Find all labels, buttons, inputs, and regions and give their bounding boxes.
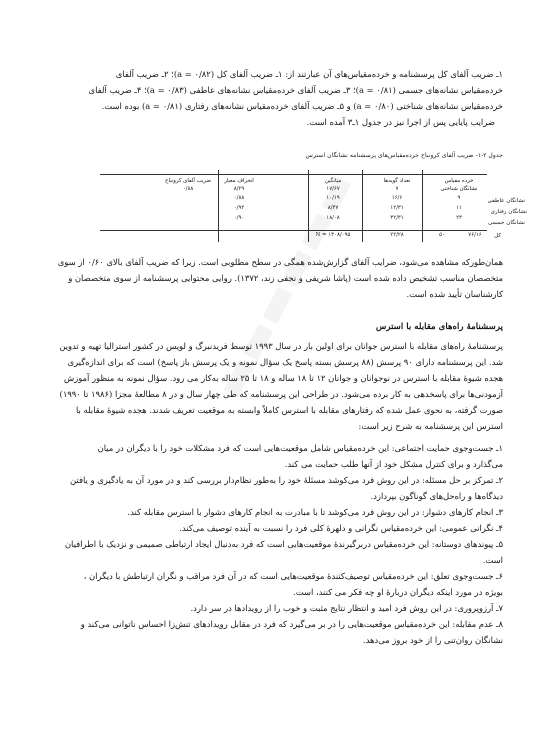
header-mean: میانگین: [324, 178, 342, 184]
paragraph-line: آزمودنی‌ها برای پاسخدهی به کار برده می‌شود. در طراحی این پرسشنامه که طی چهار سال و در ۸ مطالعهٔ مجزا (۱۹۸۶ تا ۱۹۹۰): [59, 389, 503, 399]
after-table-paragraph: [34, 254, 503, 302]
section-title: پرسشنامهٔ راه‌های مقابله با استرس: [375, 322, 503, 332]
header-subscale: خرده مقیاس: [444, 178, 474, 184]
intro-line: ۱ـ ضریب آلفای کل پرسشنامه و خرده‌مقیاس‌های آن عبارتند از: ۱ـ ضریب آلفای کل (۰/۸۲ = a)؛ ۲ـ ضریب آلفای: [115, 69, 503, 79]
paragraph-line: استرس این پرسشنامه به شرح زیر است:: [358, 421, 503, 431]
table-column-divider: [422, 170, 423, 242]
cell-items: ۱۱: [456, 205, 462, 211]
cell-items-mean: ۱۲/۳۱: [390, 205, 404, 211]
table-caption: جدول ۲-۱- ضریب آلفای کرونباخ خرده‌مقیاس‌های پرسشنامه نشانگان استرس: [305, 152, 503, 159]
list-item: ۲ـ تمرکز بر حل مسئله: در این روش فرد می‌کوشد مسئلهٔ خود را به‌طور نظام‌دار بررسی کند و در مورد آن به یادگیری و یافتن: [70, 475, 503, 485]
row-label: نشانگان رفتاری: [490, 209, 527, 215]
list-item: ۳ـ انجام کارهای دشوار: در این روش فرد می‌کوشد تا با مبادرت به انجام کارهای دشوار با استرس مقابله کند.: [127, 507, 503, 517]
header-sd: انحراف معیار: [224, 178, 254, 184]
cell-items: ۲۳: [456, 215, 462, 221]
intro-line: خرده‌مقیاس نشانه‌های شناختی (۰/۸۰ = a) و ۵ـ ضریب آلفای خرده‌مقیاس نشانه‌های رفتاری (۰/۸۱ = a) بوده است.: [101, 101, 503, 111]
cell-total-items: ۵۰: [439, 232, 445, 238]
intro-line: ضرایب پایایی پس از اجرا نیز در جدول ۱ـ۳ آمده است.: [306, 117, 495, 127]
cell-items-top: ۷: [395, 186, 399, 192]
paragraph-line: پرسشنامهٔ راه‌های مقابله با استرس جوانان برای اولین بار در سال ۱۹۹۳ توسط فریدنبرگ و لویس در کشور استرالیا تهیه و تدوین: [59, 341, 503, 351]
cell-sd: ۰/۹۰: [233, 215, 245, 221]
list-item-continuation: بویژه در مورد اینکه دیگران دربارهٔ او چه فکر می کنند، است.: [293, 587, 503, 597]
cell-sd-top: ۸/۲۹: [233, 186, 245, 192]
cell-items: ۹: [457, 195, 461, 201]
paragraph-line: همان‌طورکه مشاهده می‌شود، ضرایب آلفای گزارش‌شده همگی در سطح مطلوبی است. زیرا که ضریب آلفای بالای ۰/۶۰ از سوی: [57, 257, 503, 267]
cell-items-mean: ۳۲/۳۱: [390, 215, 404, 221]
list-item-continuation: است.: [482, 555, 503, 565]
list-item-continuation: می‌گذارد و برای کنترل مشکل خود از آنها طلب حمایت می کند.: [284, 459, 503, 469]
table-bottom-rule: [100, 230, 487, 231]
list-item: ۷ـ آرزوپروری: در این روش فرد امید و انتظار نتایج مثبت و خوب را از رویدادها در سر دارد.: [190, 603, 503, 613]
cell-total-n: ۱۳۰۸/۰۹۵ = N: [315, 232, 351, 238]
list-item: ۵ـ پیوندهای دوستانه: این خرده‌مقیاس دربرگیرندهٔ موقعیت‌هایی است که فرد به‌دنبال ایجاد ارتباطی صمیمی و نزدیک با اطرافیان: [64, 539, 503, 549]
cell-mean: ۱۰/۱۹: [326, 195, 340, 201]
paragraph-line: کارشناسان تأیید شده است.: [406, 289, 503, 299]
cell-mean: ۸/۴۷: [327, 205, 339, 211]
row-label: نشانگان عاطفی: [487, 198, 525, 204]
row-label: نشانگان جسمی: [488, 220, 525, 226]
total-row-label: کل: [494, 233, 501, 239]
coping-strategies-list: [34, 440, 503, 648]
intro-line: خرده‌مقیاس نشانه‌های جسمی (۰/۸۱ = a)؛ ۳ـ ضریب آلفای خرده‌مقیاس نشانه‌های عاطفی (۰/۸۳ = a)؛ ۴ـ ضریب آلفای: [88, 85, 503, 95]
list-item-continuation: دیدگاه‌ها و راه‌حل‌های گوناگون بپردازد.: [370, 491, 503, 501]
cell-mean: ۱۸/۰۸: [326, 215, 340, 221]
paragraph-line: صورت گرفته، به نحوی عمل شده که رفتارهای مقابله با استرس کاملاً وابسته به موقعیت تعریف شدند. هجده شیوهٔ مقابله با: [75, 405, 503, 415]
cell-mean-top: ۱۷/۶۷: [326, 186, 340, 192]
list-item: ۶ـ جست‌وجوی تعلق: این خرده‌مقیاس توصیف‌کنندهٔ موقعیت‌هایی است که در آن فرد مراقب و نگران ارتباطش با دیگران ،: [83, 571, 503, 581]
paragraph-line: شد. این پرسشنامه دارای ۹۰ پرسش (۸۸ پرسش بسته پاسخ یک سؤال نمونه و یک پرسش باز پاسخ) است که برای اندازه‌گیری: [67, 357, 503, 367]
cell-sd: ۰/۸۸: [233, 195, 245, 201]
cell-total-mean: ۷۶/۱۶: [468, 232, 482, 238]
list-item-continuation: نشانگان روان‌تنی را از خود بروز می‌دهد.: [362, 635, 503, 645]
list-item: ۴ـ نگرانی عمومی: این خرده‌مقیاس نگرانی و دلهرهٔ کلی فرد را نسبت به آینده توصیف می‌کند.: [179, 523, 503, 533]
header-alpha: ضریب آلفای کرونباخ: [165, 178, 211, 184]
intro-paragraph: [34, 66, 503, 130]
cell-alpha-top: ۰/۸۸: [182, 186, 194, 192]
cell-sd: ۰/۹۲: [233, 205, 245, 211]
alpha-table: [100, 168, 527, 244]
cell-items-mean: ۱۶/۶: [391, 195, 403, 201]
paragraph-line: هجده شیوهٔ مقابله با استرس در نوجوانان و جوانان ۱۲ تا ۱۸ ساله و ۱۸ تا ۲۵ ساله به‌کار می رود. سؤال نمونه به منظور آموزش: [63, 373, 503, 383]
list-item: ۸ـ عدم مقابله: این خرده‌مقیاس موقعیت‌هایی را در بر می‌گیرد که فرد در مقابل رویدادهای تنش‌زا احساس ناتوانی می‌کند و: [80, 619, 503, 629]
body-paragraph: [34, 338, 503, 434]
list-item: ۱ـ جست‌وجوی حمایت اجتماعی: این خرده‌مقیاس شامل موقعیت‌هایی است که فرد مشکلات خود را با دیگران در میان: [97, 443, 503, 453]
header-items: تعداد گویه‌ها: [383, 178, 411, 184]
first-subscale-label: نشانگان شناختی: [440, 186, 478, 192]
table-top-rule: [100, 174, 487, 175]
paragraph-line: متخصصان مناسب تشخیص داده شده است (پاشا شریفی و نجفی زند، ۱۳۷۲). روایی محتوایی پرسشنامه از سوی متخصصان و: [68, 273, 503, 283]
cell-total-sum: ۲۲/۲۸: [390, 232, 404, 238]
